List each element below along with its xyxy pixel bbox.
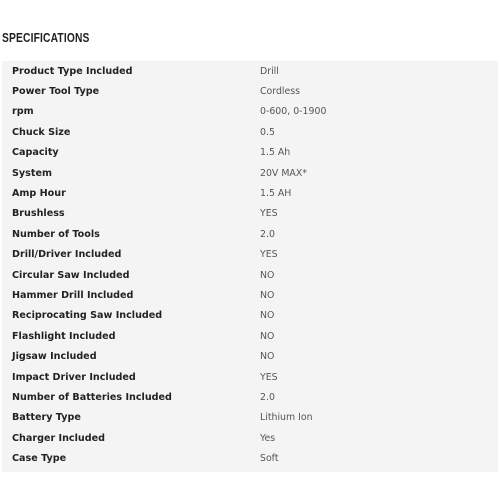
spec-row — [2, 122, 498, 142]
spec-value: 1.5 AH — [260, 188, 292, 200]
spec-name: Flashlight Included — [12, 330, 116, 342]
spec-value: NO — [260, 310, 275, 322]
spec-name: rpm — [12, 106, 34, 118]
spec-name: System — [12, 167, 52, 179]
spec-row — [2, 81, 498, 101]
spec-name: Product Type Included — [12, 65, 133, 77]
spec-name: Circular Saw Included — [12, 269, 130, 281]
spec-row — [2, 183, 498, 203]
spec-value: 0-600, 0-1900 — [260, 106, 327, 118]
spec-value: YES — [260, 249, 278, 261]
spec-value: NO — [260, 289, 275, 301]
spec-row — [2, 143, 498, 163]
spec-value: NO — [260, 330, 275, 342]
spec-row — [2, 204, 498, 224]
spec-row — [2, 326, 498, 346]
spec-name: Battery Type — [12, 412, 81, 424]
spec-name: Charger Included — [12, 432, 105, 444]
spec-row — [2, 102, 498, 122]
spec-value: Drill — [260, 65, 279, 77]
spec-value: YES — [260, 371, 278, 383]
spec-row — [2, 448, 498, 468]
spec-value: NO — [260, 269, 275, 281]
spec-name: Drill/Driver Included — [12, 249, 122, 261]
spec-value: 20V MAX* — [260, 167, 307, 179]
spec-row — [2, 61, 498, 81]
spec-name: Power Tool Type — [12, 86, 100, 98]
spec-value: YES — [260, 208, 278, 220]
spec-row — [2, 367, 498, 387]
spec-row — [2, 285, 498, 305]
spec-row — [2, 306, 498, 326]
spec-name: Case Type — [12, 453, 67, 465]
spec-value: Soft — [260, 453, 279, 465]
spec-row — [2, 346, 498, 366]
spec-name: Number of Batteries Included — [12, 391, 172, 403]
spec-row — [2, 265, 498, 285]
spec-name: Chuck Size — [12, 126, 71, 138]
specifications-heading: SPECIFICATIONS — [2, 31, 90, 45]
spec-name: Capacity — [12, 147, 59, 159]
specifications-table — [2, 61, 498, 472]
spec-value: NO — [260, 351, 275, 363]
spec-name: Brushless — [12, 208, 65, 220]
spec-name: Number of Tools — [12, 228, 100, 240]
spec-name: Impact Driver Included — [12, 371, 136, 383]
spec-name: Jigsaw Included — [12, 351, 97, 363]
spec-value: Yes — [260, 432, 276, 444]
spec-name: Reciprocating Saw Included — [12, 310, 163, 322]
spec-row — [2, 163, 498, 183]
spec-name: Amp Hour — [12, 188, 66, 200]
spec-value: Lithium Ion — [260, 412, 313, 424]
spec-name: Hammer Drill Included — [12, 289, 134, 301]
spec-row — [2, 408, 498, 428]
spec-value: 2.0 — [260, 391, 275, 403]
spec-value: 0.5 — [260, 126, 275, 138]
spec-row — [2, 387, 498, 407]
spec-value: 2.0 — [260, 228, 275, 240]
spec-row — [2, 224, 498, 244]
spec-row — [2, 428, 498, 448]
spec-row — [2, 245, 498, 265]
spec-value: Cordless — [260, 86, 301, 98]
spec-value: 1.5 Ah — [260, 147, 291, 159]
